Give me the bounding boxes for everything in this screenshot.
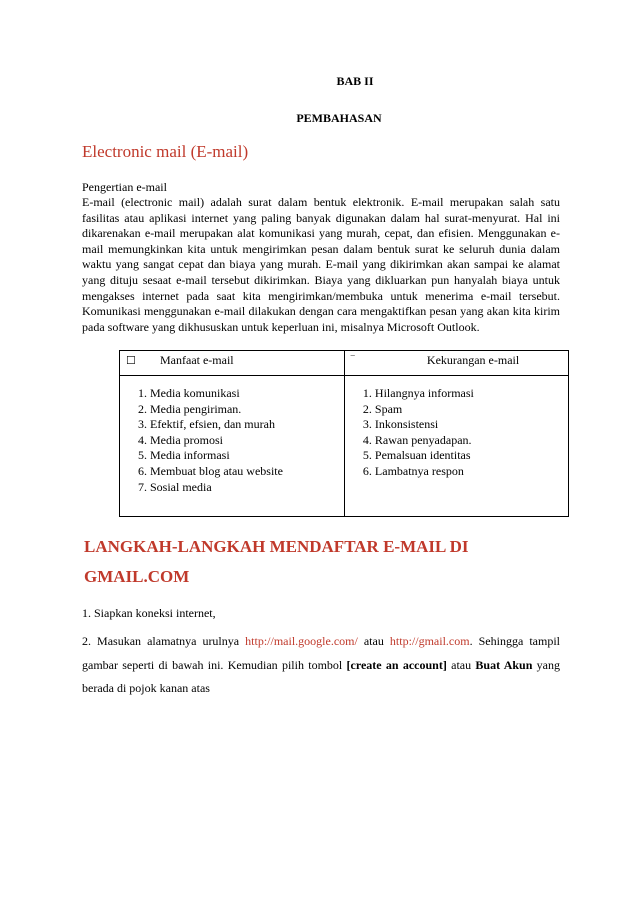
gmail-link[interactable]: http://gmail.com [389, 634, 470, 648]
checkbox-icon: ☐ [126, 355, 136, 367]
kekurangan-header-cell [344, 351, 568, 376]
step-2-text: yang berada di pojok kanan atas [82, 657, 560, 695]
kekurangan-cell [344, 376, 568, 517]
step-1: 1. Siapkan koneksi internet, [82, 606, 216, 620]
steps-heading: LANGKAH-LANGKAH MENDAFTAR E-MAIL DI GMAIL.COM [84, 537, 469, 586]
step-2 [82, 630, 560, 701]
list-item: 4. Rawan penyadapan. [362, 432, 472, 447]
buat-akun-label: Buat Akun [475, 657, 533, 672]
list-item: 2. Spam [362, 401, 403, 416]
create-account-label: [create an account] [346, 657, 447, 672]
step-2-text: atau [357, 634, 390, 648]
list-item: 2. Media pengiriman. [138, 401, 242, 416]
step-2-text: 2. Masukan alamatnya urulnya [82, 634, 246, 648]
list-item: 7. Sosial media [138, 479, 212, 494]
table-header-row [120, 351, 569, 376]
manfaat-list [138, 386, 326, 495]
chapter-title: BAB II [336, 74, 374, 88]
step-2-text: atau [446, 657, 476, 672]
definition-paragraph: E-mail (electronic mail) adalah surat dalam bentuk elektronik. E-mail merupakan salah satu fasilitas atau aplikasi internet yang paling banyak digunakan dalam hal surat-menyurat. Hal ini dikarenakan e-mail merupakan alat komunikasi yang murah, cepat, dan efisien. Menggunakan e-mail memungkinkan kita untuk mengirimkan pesan dalam bentuk surat ke seluruh dunia dalam waktu yang sangat cepat dan biaya yang murah. E-mail yang dikirimkan akan sampai ke alamat yang dituju sesaat e-mail tersebut dikirimkan. Biaya yang dikluarkan pun hanyalah biaya untuk mengakses internet pada saat kita mengirimkan/membuka untuk menerima e-mail tersebut. Komunikasi menggunakan e-mail dilakukan dengan cara mengaktifkan pesan yang akan kita kirim pada software yang dikhususkan untuk keperluan ini, misalnya Microsoft Outlook. [82, 195, 560, 334]
list-item: 4. Media promosi [138, 432, 223, 447]
list-item: 5. Pemalsuan identitas [362, 448, 471, 463]
mail-google-link[interactable]: http://mail.google.com/ [245, 634, 358, 648]
manfaat-header-cell [120, 351, 345, 376]
kekurangan-list [363, 386, 550, 480]
table-body-row [120, 376, 569, 517]
list-item: 6. Membuat blog atau website [138, 463, 283, 478]
dash-icon: ‾ [350, 354, 355, 367]
list-item: 6. Lambatnya respon [362, 463, 464, 478]
manfaat-header: Manfaat e-mail [160, 353, 234, 367]
list-item: 3. Efektif, efsien, dan murah [138, 417, 275, 432]
step-2-text: . Sehingga tampil gambar seperti di bawah ini. Kemudian pilih tombol [82, 634, 560, 672]
email-heading: Electronic mail (E-mail) [82, 142, 249, 161]
list-item: 5. Media informasi [138, 448, 230, 463]
list-item: 1. Hilangnya informasi [362, 386, 474, 400]
definition-label: Pengertian e-mail [82, 180, 167, 194]
manfaat-cell [120, 376, 345, 517]
list-item: 1. Media komunikasi [138, 386, 240, 400]
comparison-table [119, 350, 569, 517]
list-item: 3. Inkonsistensi [362, 417, 439, 432]
section-title: PEMBAHASAN [296, 111, 382, 125]
kekurangan-header: Kekurangan e-mail [426, 353, 520, 367]
